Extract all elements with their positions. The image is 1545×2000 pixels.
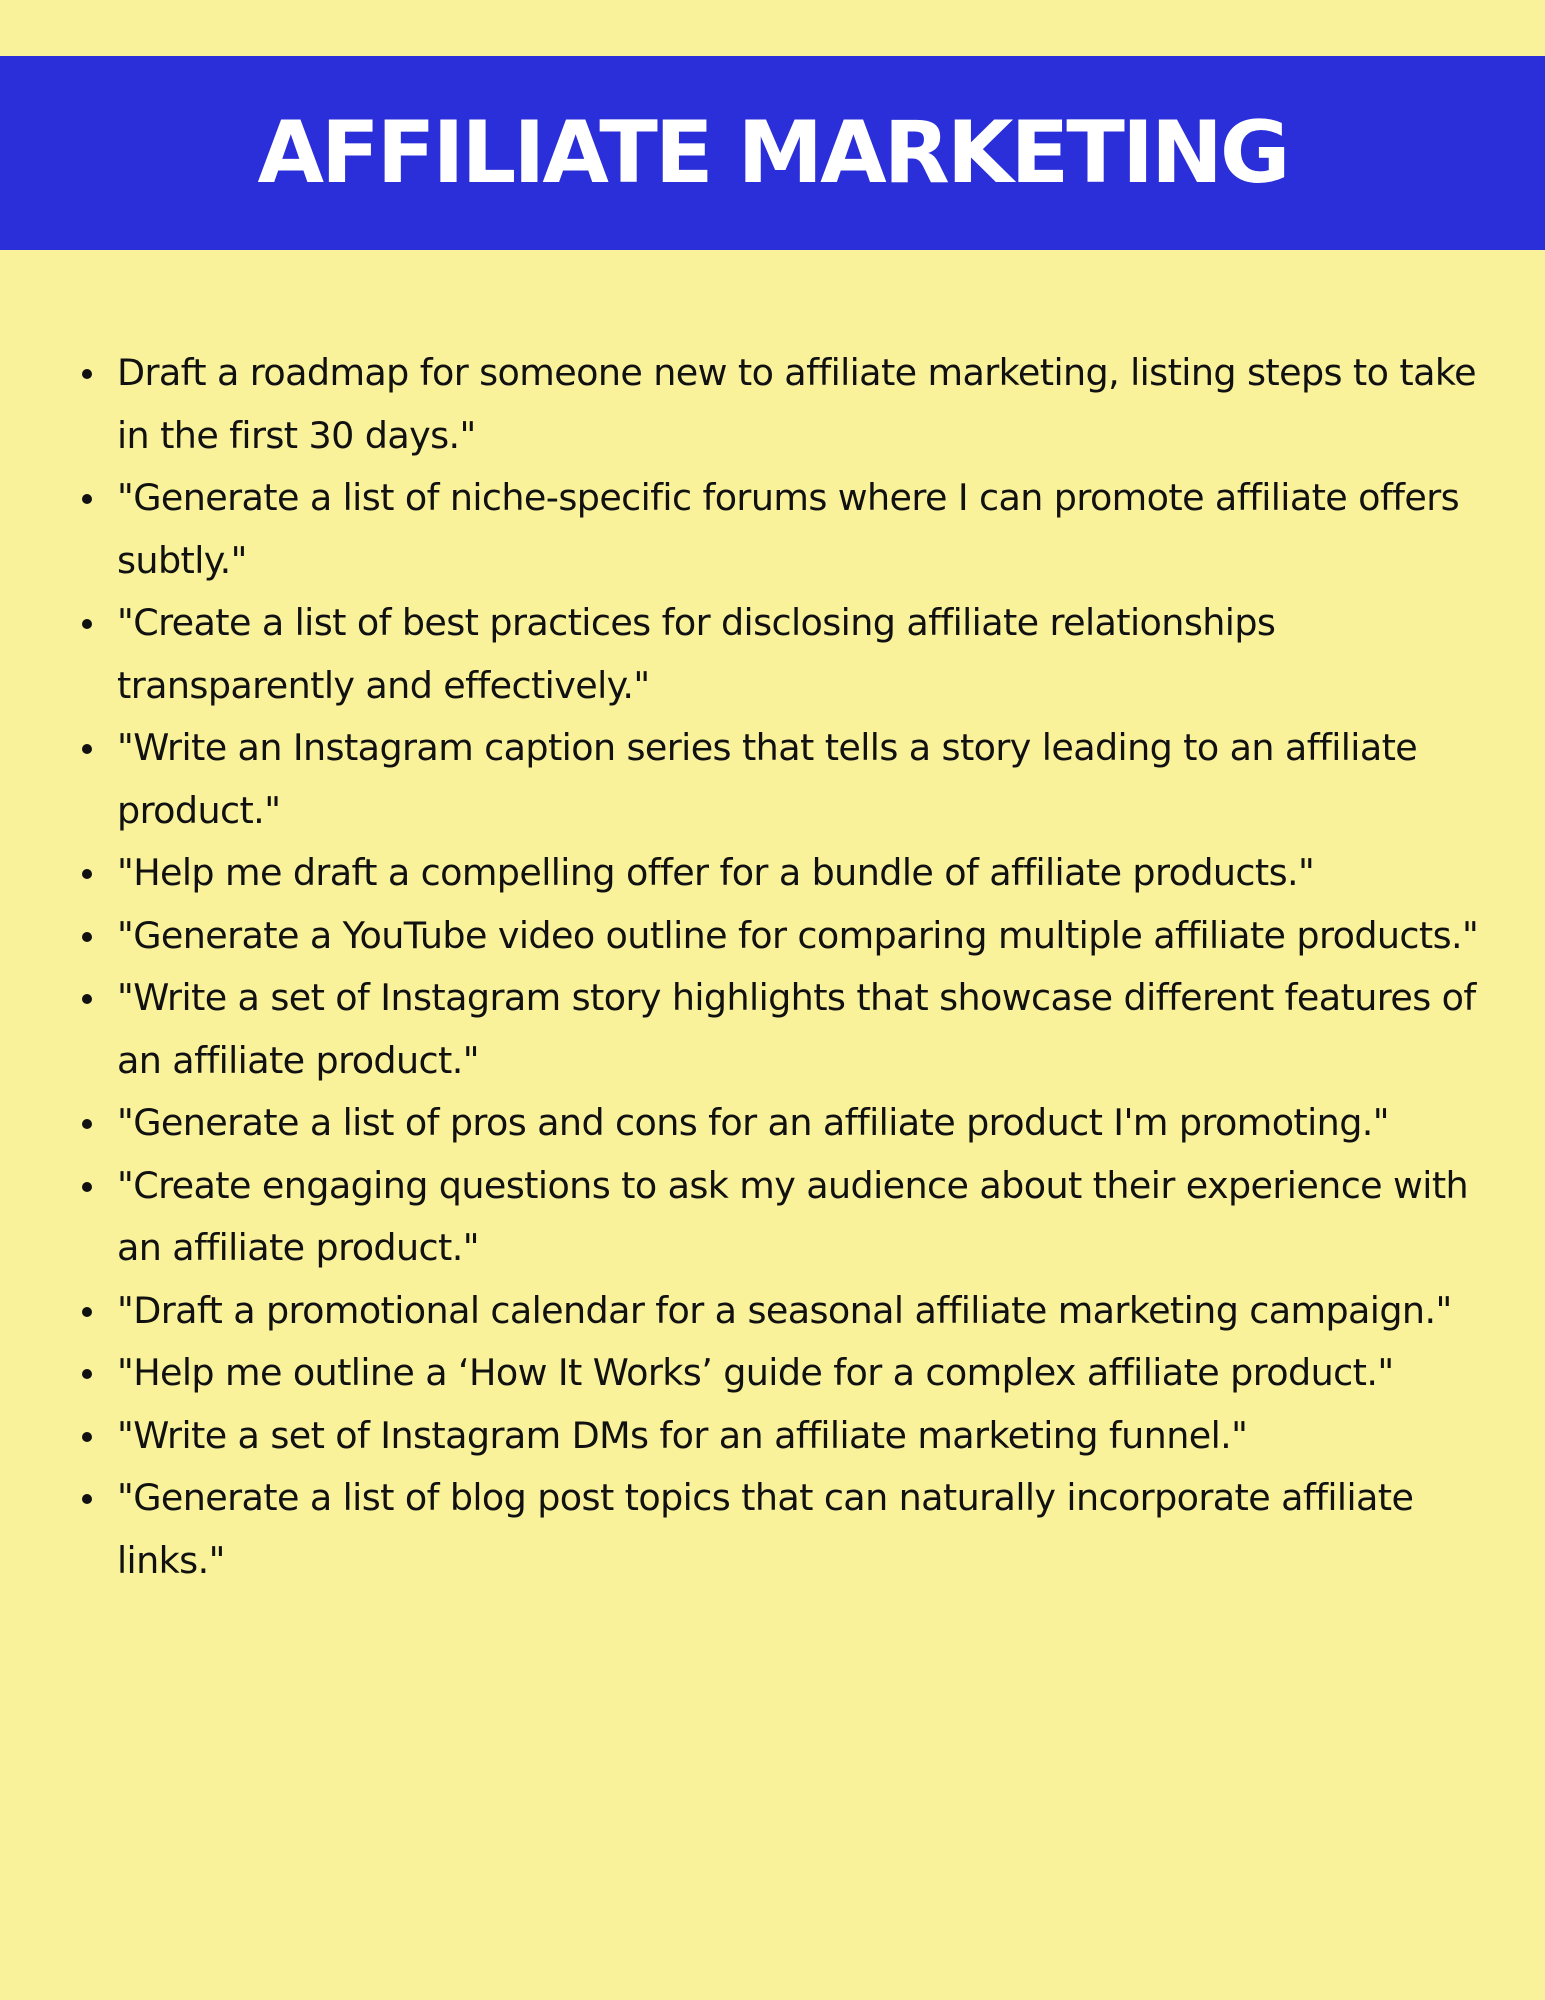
list-item [76, 842, 1516, 905]
bullet-icon [82, 869, 92, 879]
bullet-icon [82, 994, 92, 1004]
list-item [76, 1280, 1516, 1343]
list-item-text: "Generate a YouTube video outline for comparing multiple affiliate products." [117, 913, 1479, 957]
title-banner [0, 56, 1545, 250]
bullet-icon [82, 1369, 92, 1379]
list-item-text: "Write a set of Instagram DMs for an affiliate marketing funnel." [117, 1413, 1248, 1457]
bullet-icon [82, 744, 92, 754]
list-item-text: "Help me draft a compelling offer for a bundle of affiliate products." [117, 851, 1315, 894]
page-title: AFFILIATE MARKETING [257, 103, 1288, 203]
bullet-icon [82, 932, 92, 942]
list-item [76, 342, 1516, 467]
bullet-icon [82, 1182, 92, 1192]
list-item [76, 467, 1516, 592]
list-item [76, 1405, 1516, 1468]
bullet-icon [82, 619, 92, 629]
bullet-icon [82, 1307, 92, 1317]
list-item-text: "Create engaging questions to ask my audience about their experience with an affiliate product." [117, 1163, 1469, 1269]
list-item-text: "Generate a list of niche-specific forums where I can promote affiliate offers subtly." [117, 476, 1460, 582]
list-item-text: "Write an Instagram caption series that tells a story leading to an affiliate product." [117, 726, 1418, 832]
list-item [76, 967, 1516, 1092]
bullet-icon [82, 1119, 92, 1129]
list-item-text: Draft a roadmap for someone new to affiliate marketing, listing steps to take in the first 30 days." [117, 351, 1476, 457]
list-item [76, 1342, 1516, 1405]
list-item [76, 1467, 1516, 1592]
bullet-icon [82, 1432, 92, 1442]
bullet-icon [82, 369, 92, 379]
bullet-icon [82, 494, 92, 504]
list-item [76, 1155, 1516, 1280]
prompt-list [76, 342, 1516, 1592]
list-item-text: "Draft a promotional calendar for a seasonal affiliate marketing campaign." [117, 1288, 1452, 1332]
list-item-text: "Help me outline a ‘How It Works’ guide for a complex affiliate product." [117, 1351, 1394, 1394]
list-item [76, 717, 1516, 842]
list-item [76, 1092, 1516, 1155]
list-item-text: "Generate a list of pros and cons for an affiliate product I'm promoting." [117, 1101, 1389, 1144]
list-item [76, 905, 1516, 968]
list-item-text: "Write a set of Instagram story highlights that showcase different features of an affiliate product." [117, 976, 1476, 1082]
list-item-text: "Create a list of best practices for disclosing affiliate relationships transparently and effectively." [117, 601, 1276, 707]
list-item-text: "Generate a list of blog post topics that can naturally incorporate affiliate links." [117, 1476, 1414, 1582]
bullet-icon [82, 1494, 92, 1504]
list-item [76, 592, 1516, 717]
